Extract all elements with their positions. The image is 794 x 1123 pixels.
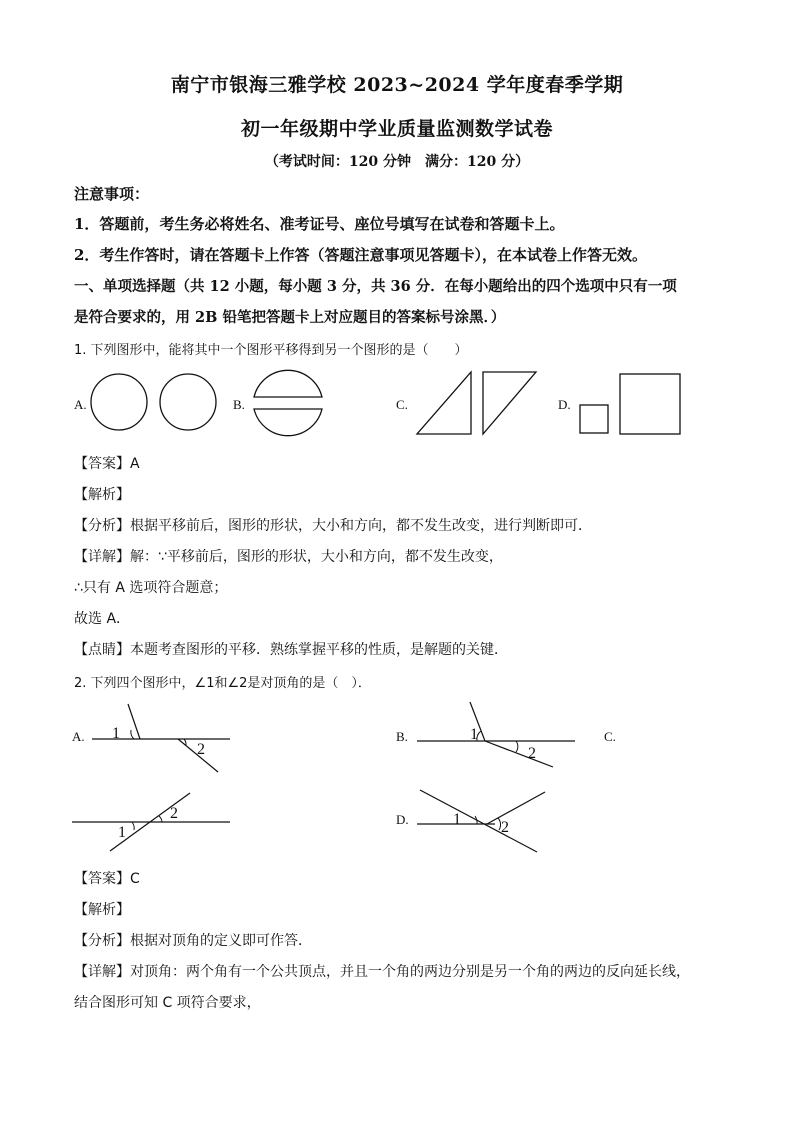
q2-d-angle1-label: 1 [453,811,461,828]
q2-conclusion: 结合图形可知 C 项符合要求， [74,995,261,1011]
q2-option-b-label: B. [396,729,408,744]
q2-figure-a [90,700,240,780]
q1-dianjing: 【点睛】本题考查图形的平移．熟练掌握平移的性质，是解题的关键． [74,642,508,658]
q2-answer: 【答案】C [74,871,140,887]
exam-title-line2: 初一年级期中学业质量监测数学试卷 [240,118,553,140]
q2-option-d-label: D. [396,812,409,827]
q2-b-angle1-label: 1 [470,726,478,743]
q1-therefore: ∴只有 A 选项符合题意； [74,580,228,596]
q2-fenxi: 【分析】根据对顶角的定义即可作答． [74,933,312,949]
q2-analysis-tag: 【解析】 [74,902,130,918]
q1-d-square-large [620,374,680,434]
q1-xiangjie: 【详解】解：∵平移前后，图形的形状，大小和方向，都不发生改变， [74,549,503,565]
q1-figure-a-circles [88,370,220,436]
q1-d-square-small [580,405,608,433]
q2-xiangjie: 【详解】对顶角：两个角有一个公共顶点，并且一个角的两边分别是另一个角的两边的反向延长线， [74,964,690,980]
q1-b-bottom-segment [254,409,322,436]
q2-c-angle1-label: 1 [118,824,126,841]
q1-analysis-tag: 【解析】 [74,487,130,503]
q1-c-triangle-right [483,372,536,434]
q2-figure-c [70,785,235,855]
exam-info: （考试时间：120 分钟 满分：120 分） [264,154,530,170]
q2-a-angle1-label: 1 [112,725,120,742]
q2-option-c-label: C. [604,729,616,744]
section1-line2: 是符合要求的，用 2B 铅笔把答题卡上对应题目的答案标号涂黑．） [74,309,506,326]
q2-a-angle2-label: 2 [197,741,205,758]
q1-b-top-segment [254,370,322,397]
q2-figure-d [415,782,555,857]
q2-d-angle2-label: 2 [501,819,509,836]
q1-option-a-label: A. [74,397,87,412]
exam-title-line1: 南宁市银海三雅学校 2023~2024 学年度春季学期 [170,74,624,96]
q1-option-d-label: D. [558,397,571,412]
q1-a-circle-left [91,374,147,430]
q1-figure-b-semicircles [252,368,326,440]
q2-option-a-label: A. [72,729,85,744]
q1-a-circle-right [160,374,216,430]
q1-c-triangle-left [417,372,471,434]
q1-fenxi: 【分析】根据平移前后，图形的形状，大小和方向，都不发生改变，进行判断即可． [74,518,592,534]
q1-figure-d-squares [578,372,688,436]
q1-answer: 【答案】A [74,456,140,472]
q2-c-angle2-label: 2 [170,805,178,822]
notes-heading: 注意事项： [74,185,150,203]
q2-stem: 2. 下列四个图形中，∠1和∠2是对顶角的是（ ）． [74,676,371,691]
q1-option-c-label: C. [396,397,408,412]
q1-figure-c-triangles [415,370,540,438]
q1-option-b-label: B. [233,397,245,412]
note-item-2: 2．考生作答时，请在答题卡上作答（答题注意事项见答题卡），在本试卷上作答无效。 [74,246,647,264]
q1-choose: 故选 A． [74,611,131,627]
section1-line1: 一、单项选择题（共 12 小题，每小题 3 分，共 36 分．在每小题给出的四个选项中只有一项 [74,278,677,295]
q2-b-angle2-label: 2 [528,745,536,762]
q2-figure-b [415,700,580,770]
q1-stem: 1. 下列图形中，能将其中一个图形平移得到另一个图形的是（ ） [74,343,468,358]
note-item-1: 1．答题前，考生务必将姓名、准考证号、座位号填写在试卷和答题卡上。 [74,215,565,233]
